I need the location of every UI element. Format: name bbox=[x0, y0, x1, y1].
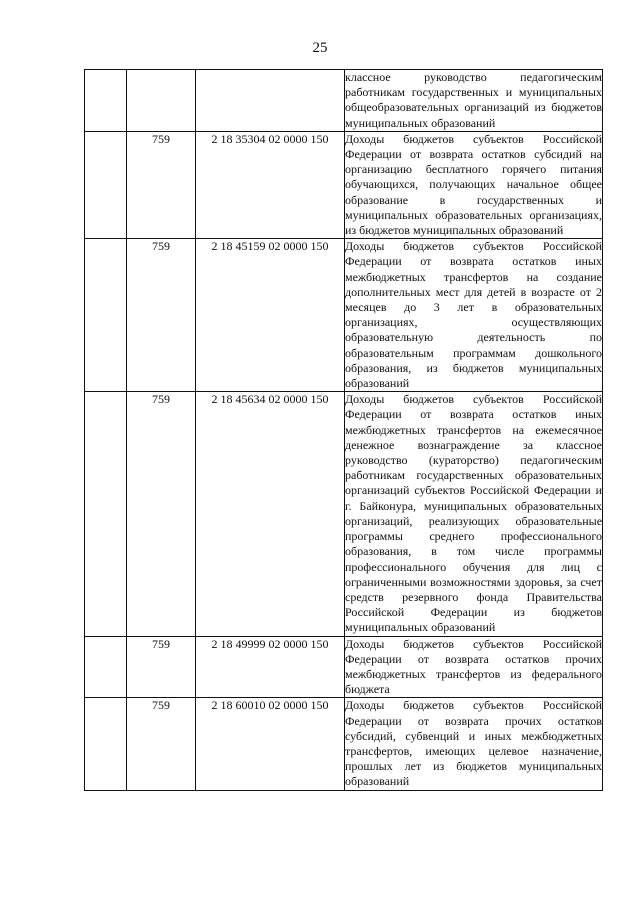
table-row bbox=[85, 698, 603, 790]
description-cell bbox=[345, 392, 603, 636]
description-line: Федерации от возврата прочих остатков bbox=[345, 713, 602, 728]
description-line: Доходы бюджетов субъектов Российской bbox=[345, 698, 602, 713]
description-line: государственных образовательных bbox=[416, 468, 602, 483]
description-line: Федерации от возврата остатков иных bbox=[345, 407, 602, 422]
description-line: муниципальных общеобразовательных bbox=[345, 85, 602, 115]
description-line: Доходы бюджетов субъектов Российской bbox=[345, 392, 602, 407]
description-line: Федерации от возврата остатков субсидий bbox=[345, 147, 582, 162]
description-line: от 2 месяцев до 3 лет в образовательных bbox=[345, 284, 602, 315]
classification-code-cell: 2 18 35304 02 0000 150 bbox=[196, 131, 345, 238]
empty-cell bbox=[85, 131, 127, 238]
description-line: профессионального образования, в том bbox=[345, 529, 602, 559]
description-line: Федерации от возврата остатков иных bbox=[345, 254, 602, 269]
classification-code-cell: 2 18 49999 02 0000 150 bbox=[196, 636, 345, 698]
description-line: начальное общее образование в bbox=[345, 177, 602, 207]
description-line: обучения для лиц с ограниченными bbox=[345, 559, 602, 589]
classification-code-cell: 2 18 45159 02 0000 150 bbox=[196, 239, 345, 392]
description-line: Доходы бюджетов субъектов Российской bbox=[345, 636, 602, 651]
description-line: образований bbox=[431, 620, 496, 635]
admin-code-cell: 759 bbox=[127, 698, 196, 790]
description-line: педагогическим работникам bbox=[345, 453, 603, 483]
description-line: классное руководство (кураторство) bbox=[345, 437, 602, 468]
description-line: классное руководство педагогическим bbox=[345, 70, 602, 84]
description-line: образований bbox=[431, 115, 496, 130]
description-cell bbox=[345, 70, 603, 132]
description-line: образовательных организациях, из бюджетов bbox=[345, 207, 602, 238]
description-line: межбюджетных трансфертов на bbox=[345, 422, 525, 437]
description-line: образовательных организаций, реализующих bbox=[345, 498, 603, 528]
empty-cell bbox=[85, 392, 127, 636]
description-line: субсидий, субвенций и иных межбюджетных bbox=[345, 728, 602, 743]
description-line: числе программы профессионального bbox=[345, 544, 602, 574]
table-row bbox=[85, 636, 603, 698]
description-line: межбюджетных трансфертов на создание bbox=[345, 269, 602, 284]
description-line: прошлых лет из бюджетов муниципальных bbox=[345, 759, 602, 774]
classification-code-cell bbox=[196, 70, 345, 132]
classification-code-cell: 2 18 60010 02 0000 150 bbox=[196, 698, 345, 790]
description-line: ежемесячное денежное вознаграждение за bbox=[345, 422, 602, 452]
description-line: организаций субъектов Российской bbox=[345, 483, 530, 498]
admin-code-cell: 759 bbox=[127, 239, 196, 392]
page-number: 25 bbox=[312, 40, 328, 56]
description-line: образования, из бюджетов муниципальных bbox=[345, 360, 602, 375]
table-row bbox=[85, 392, 603, 636]
description-line: Федерации из бюджетов муниципальных bbox=[345, 605, 602, 635]
description-line: государственных и муниципальных bbox=[345, 192, 603, 222]
description-line: образований bbox=[345, 774, 410, 789]
description-cell bbox=[345, 131, 603, 238]
classification-code-cell: 2 18 45634 02 0000 150 bbox=[196, 392, 345, 636]
description-line: Доходы бюджетов субъектов Российской bbox=[345, 239, 602, 254]
budget-code-table bbox=[84, 69, 603, 791]
empty-cell bbox=[85, 636, 127, 698]
description-line: федерального бюджета bbox=[345, 666, 602, 697]
description-line: Федерации от возврата остатков прочих bbox=[345, 651, 602, 666]
table-row bbox=[85, 70, 603, 132]
description-line: работникам государственных и bbox=[345, 85, 513, 100]
description-line: резервного фонда Правительства Российской bbox=[345, 589, 602, 620]
description-line: трансфертов, имеющих целевое назначение, bbox=[345, 743, 602, 758]
table-row bbox=[85, 239, 603, 392]
description-line: возможностями здоровья, за счет средств bbox=[345, 574, 603, 604]
description-cell bbox=[345, 239, 603, 392]
description-line: Доходы бюджетов субъектов Российской bbox=[345, 131, 602, 146]
description-line: питания обучающихся, получающих bbox=[345, 162, 602, 192]
admin-code-cell bbox=[127, 70, 196, 132]
empty-cell bbox=[85, 239, 127, 392]
admin-code-cell: 759 bbox=[127, 636, 196, 698]
admin-code-cell: 759 bbox=[127, 131, 196, 238]
description-line: дополнительных мест для детей в возрасте bbox=[345, 284, 575, 299]
description-line: организациях, осуществляющих bbox=[345, 315, 602, 330]
description-line: образований bbox=[345, 376, 410, 391]
description-line: образовательным программам дошкольного bbox=[345, 345, 602, 360]
description-cell bbox=[345, 636, 603, 698]
table-row bbox=[85, 131, 603, 238]
description-line: образовательную деятельность по bbox=[345, 330, 602, 345]
description-line: межбюджетных трансфертов из bbox=[345, 666, 522, 681]
description-line: на организацию бесплатного горячего bbox=[345, 147, 602, 177]
description-line: Федерации и г. Байконура, муниципальных bbox=[345, 483, 602, 513]
description-line: организаций из бюджетов муниципальных bbox=[345, 100, 602, 130]
empty-cell bbox=[85, 70, 127, 132]
description-line: муниципальных образований bbox=[412, 223, 564, 238]
description-cell bbox=[345, 698, 603, 790]
description-line: образовательные программы среднего bbox=[345, 513, 603, 544]
empty-cell bbox=[85, 698, 127, 790]
admin-code-cell: 759 bbox=[127, 392, 196, 636]
